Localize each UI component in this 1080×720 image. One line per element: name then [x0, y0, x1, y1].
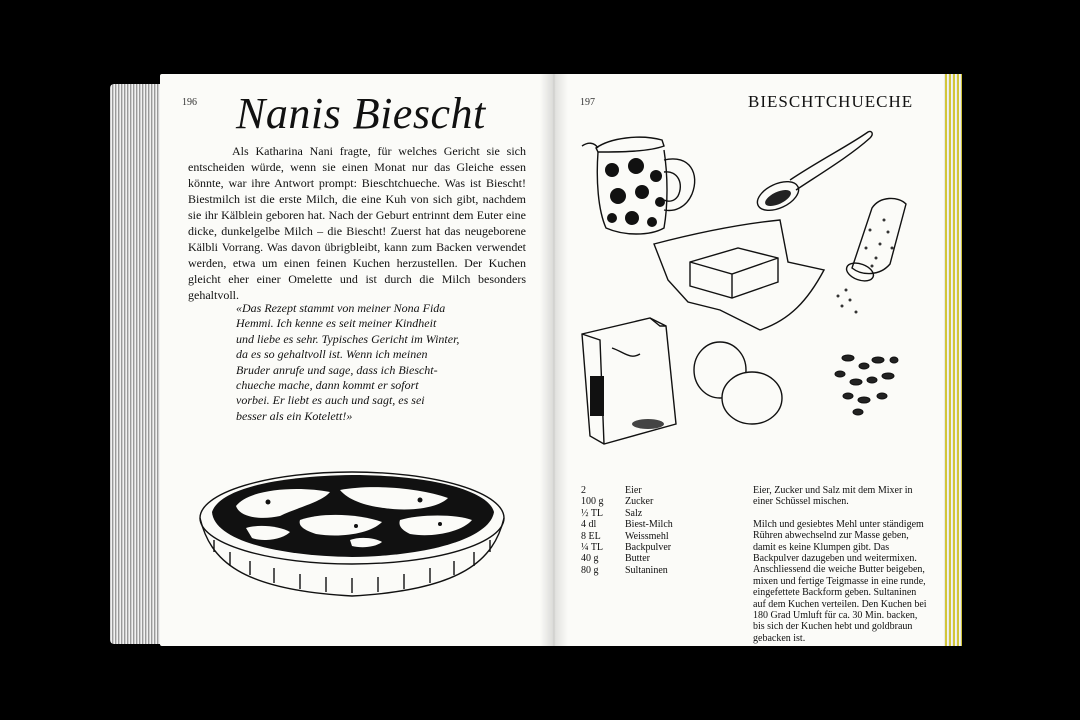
quote-line: «Das Rezept stammt von meiner Nona Fida [236, 301, 446, 315]
ingredient-quantity: 100 g [581, 496, 604, 508]
ingredient-quantity: 40 g [581, 553, 599, 565]
method-paragraph: Milch und gesiebtes Mehl unter ständigem Rühren abwechselnd zur Masse geben, damit es keine Klumpen gibt. Das Backpulver dazugeben und weitermixen. Anschliessend die weiche Butter beigeben, mixen und fertige Teigmasse in eine runde, eingefettete Backform geben. Sultaninen auf dem Kuchen verteilen. Den Kuchen bei 180 Grad Umluft für ca. 30 Min. backen, bis sich der Kuchen hebt und goldbraun gebacken ist. [753, 518, 927, 644]
ingredient-quantity: ¼ TL [581, 542, 604, 554]
quote-line: Hemmi. Ich kenne es seit meiner Kindheit [236, 316, 437, 331]
quote-line: vorbei. Er liebt es auch und sagt, es sei [236, 393, 425, 408]
recipe-title: BIESCHTCHUECHE [748, 92, 914, 111]
page-number-left: 196 [182, 97, 197, 108]
page-title: Nanis Biescht [236, 89, 486, 138]
quote-line: chueche mache, dann kommt er sofort [236, 378, 419, 393]
quote-line: da es so gehaltvoll ist. Wenn ich meinen [236, 347, 428, 362]
method-paragraph: Eier, Zucker und Salz mit dem Mixer in einer Schüssel mischen. [753, 485, 913, 508]
ingredient-quantity: 4 dl [581, 519, 597, 531]
quote-line: besser als ein Kotelett!» [236, 408, 353, 423]
ingredient-row [581, 553, 673, 564]
ingredient-name: Butter [625, 553, 650, 565]
quote-line: Bruder anrufe und sage, dass ich Biescht- [236, 362, 438, 377]
ingredient-row [581, 531, 673, 542]
ingredient-name: Sultaninen [625, 564, 668, 576]
page-number-right: 197 [580, 97, 595, 108]
method-text [753, 485, 929, 655]
ingredient-name: Backpulver [625, 542, 672, 554]
ingredient-row [581, 508, 673, 519]
ingredient-name: Weissmehl [625, 530, 669, 542]
ingredient-quantity: 80 g [581, 564, 599, 576]
ingredient-row [581, 496, 673, 507]
quote-line: und liebe es sehr. Typisches Gericht im Winter, [236, 331, 460, 346]
ingredient-list [581, 485, 673, 576]
intro-line: Als Katharina Nani fragte, für welches Gericht sie sich entscheiden würde, wenn sie einen Monat nur das Gleiche essen könnte, war ihre Antwort prompt: Bieschtchueche. Was ist Bieschtǃ Biestmilch ist die erste Milch, die eine Kuh von sich gibt, nachdem sie ihr Kälblein geboren hat. Nach der Geburt entrinnt dem Euter eine dicke, dunkelgelbe Milch – die Bieschtǃ Zuerst hat das neugeborene Kälbli Vorrang. Was davon übrigbleibt, kann zum Backen verwendet werden, etwa um einen feinen Kuchen herzustellen. Der Kuchen gleicht eher einer Omelette und ist durch die Milch besonders gehaltvoll. [188, 144, 526, 302]
ingredient-name: Eier [625, 485, 642, 496]
ingredient-quantity: 2 [581, 485, 586, 496]
ingredient-quantity: ½ TL [581, 507, 604, 519]
ingredient-row [581, 542, 673, 553]
ingredient-name: Salz [625, 507, 643, 519]
ingredient-row [581, 519, 673, 530]
ingredient-name: Biest-Milch [625, 519, 673, 531]
ingredient-quantity: 8 EL [581, 530, 601, 542]
ingredient-row [581, 565, 673, 576]
ingredient-row [581, 485, 673, 496]
ingredient-name: Zucker [625, 496, 654, 508]
